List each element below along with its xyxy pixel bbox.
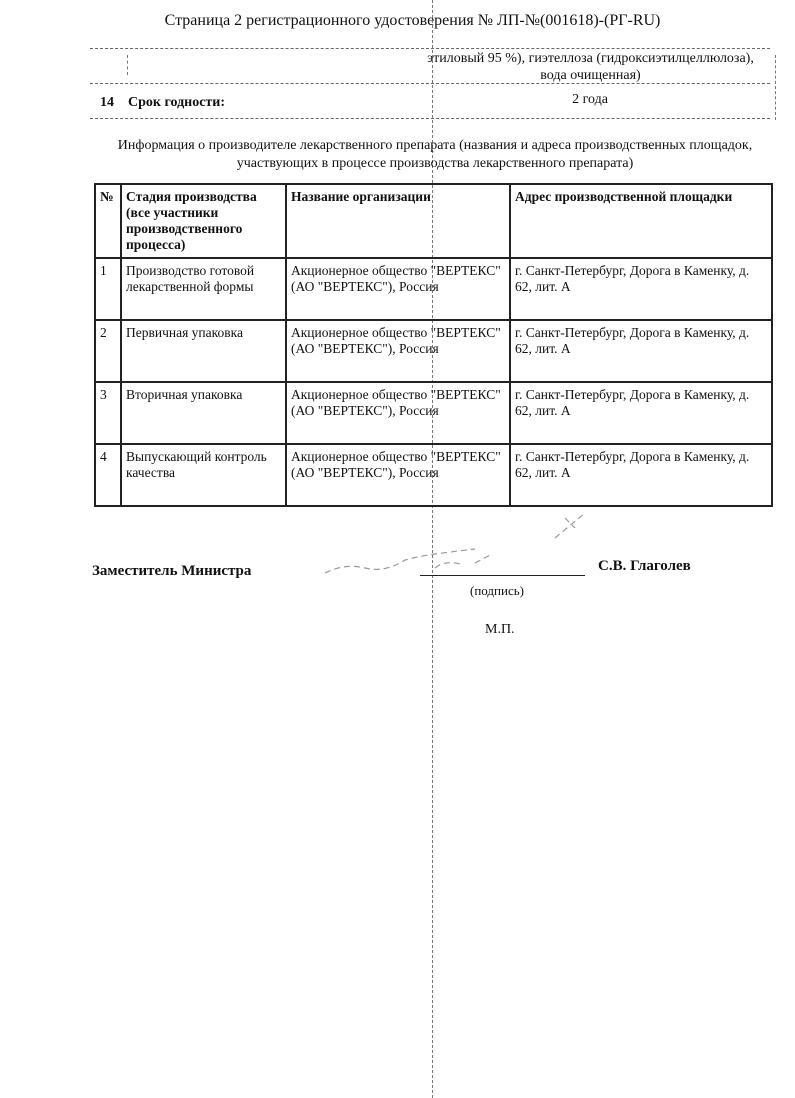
manufacturer-heading [90, 137, 780, 173]
col-number: № [95, 184, 121, 258]
row-number: 2 [95, 320, 121, 382]
heading-line: участвующих в процессе производства лекарственного препарата) [236, 156, 634, 171]
signatory-name: С.В. Глаголев [598, 558, 691, 574]
row-address: г. Санкт-Петербург, Дорога в Каменку, д. 62, лит. А [510, 382, 772, 444]
col-stage: Стадия производства (все участники производственного процесса) [121, 184, 286, 258]
row-org: Акционерное общество "ВЕРТЕКС" (АО "ВЕРТЕКС"), Россия [286, 320, 510, 382]
divider [127, 55, 128, 75]
row-address: г. Санкт-Петербург, Дорога в Каменку, д. 62, лит. А [510, 258, 772, 320]
composition-continuation [418, 50, 763, 84]
col-address: Адрес производственной площадки [510, 184, 772, 258]
col-org: Название организации [286, 184, 510, 258]
manufacturer-table [94, 183, 773, 507]
seal-place: М.П. [485, 622, 515, 637]
row-number: 3 [95, 382, 121, 444]
signature-caption: (подпись) [470, 583, 524, 598]
divider [775, 55, 776, 120]
divider [90, 48, 770, 49]
row-stage: Производство готовой лекарственной формы [121, 258, 286, 320]
table-header [95, 184, 772, 258]
section-14-label [100, 95, 239, 111]
composition-line: этиловый 95 %), гиэтеллоза (гидроксиэтилцеллюлоза), [427, 51, 754, 66]
section-label: Срок годности: [128, 95, 226, 110]
row-stage: Вторичная упаковка [121, 382, 286, 444]
signature-scribble [315, 508, 595, 588]
row-org: Акционерное общество "ВЕРТЕКС" (АО "ВЕРТЕКС"), Россия [286, 444, 510, 506]
row-address: г. Санкт-Петербург, Дорога в Каменку, д. 62, лит. А [510, 444, 772, 506]
page-title: Страница 2 регистрационного удостоверения № ЛП-№(001618)-(РГ-RU) [164, 12, 661, 29]
row-stage: Первичная упаковка [121, 320, 286, 382]
row-address: г. Санкт-Петербург, Дорога в Каменку, д. 62, лит. А [510, 320, 772, 382]
signatory-position: Заместитель Министра [92, 563, 252, 579]
divider [90, 83, 770, 84]
table-row [95, 444, 772, 506]
divider [90, 118, 770, 119]
table-row [95, 382, 772, 444]
signature-line [420, 575, 585, 576]
heading-line: Информация о производителе лекарственного препарата (названия и адреса производственных площадок, [117, 138, 753, 153]
table-row [95, 320, 772, 382]
composition-line: вода очищенная) [540, 68, 641, 83]
section-number: 14 [100, 95, 114, 110]
row-stage: Выпускающий контроль качества [121, 444, 286, 506]
row-number: 4 [95, 444, 121, 506]
shelf-life-value: 2 года [572, 92, 608, 107]
row-org: Акционерное общество "ВЕРТЕКС" (АО "ВЕРТЕКС"), Россия [286, 258, 510, 320]
row-org: Акционерное общество "ВЕРТЕКС" (АО "ВЕРТЕКС"), Россия [286, 382, 510, 444]
table-row [95, 258, 772, 320]
row-number: 1 [95, 258, 121, 320]
